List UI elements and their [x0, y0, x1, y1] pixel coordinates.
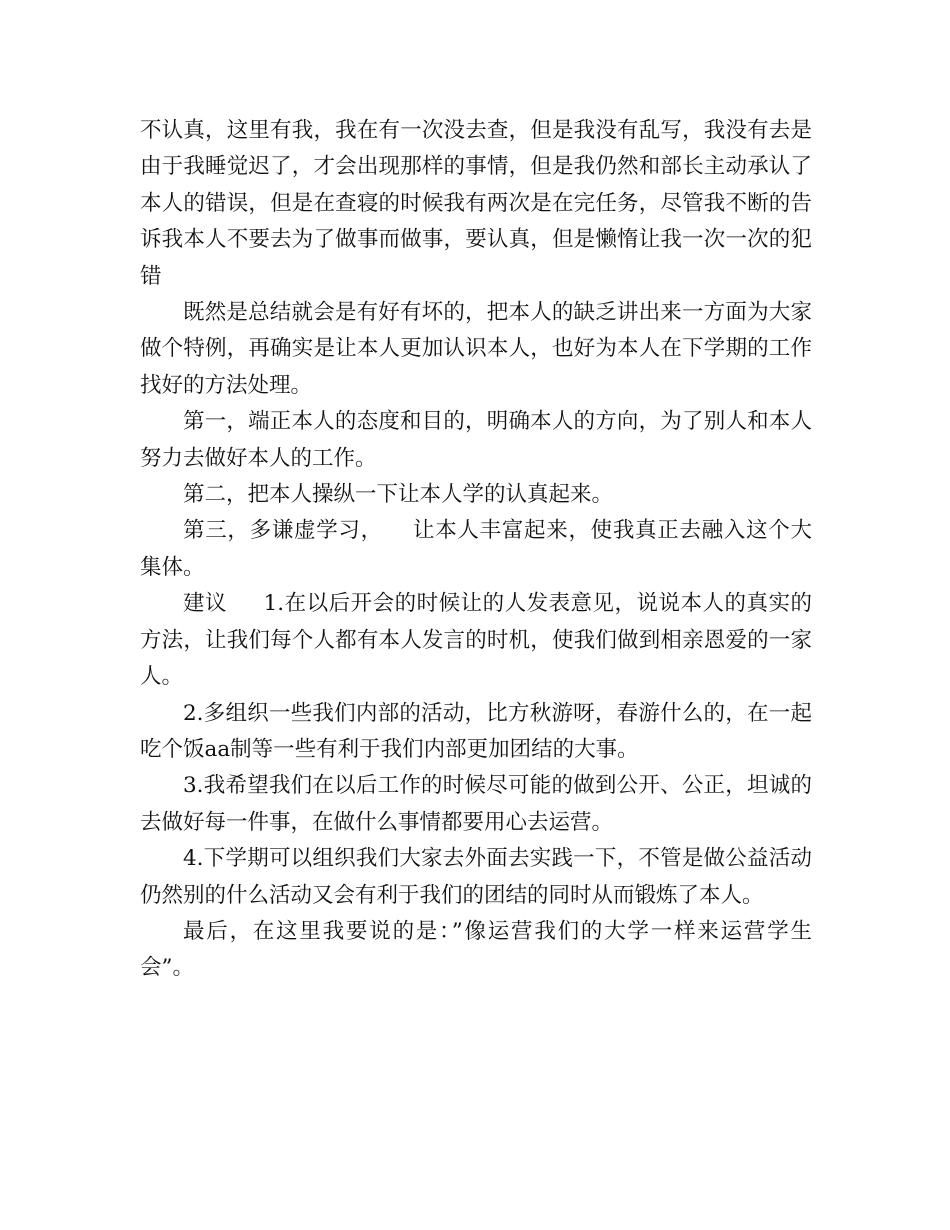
- paragraph-6: 建议 1.在以后开会的时候让的人发表意见，说说本人的真实的方法，让我们每个人都有本人发言的时机，使我们做到相亲恩爱的一家人。: [140, 591, 812, 690]
- paragraph-5: 第三，多谦虚学习， 让本人丰富起来，使我真正去融入这个大集体。: [140, 518, 812, 580]
- paragraph-2: 既然是总结就会是有好有坏的，把本人的缺乏讲出来一方面为大家做个特例，再确实是让本人更加认识本人，也好为本人在下学期的工作找好的方法处理。: [140, 300, 812, 398]
- paragraph-9: 4.下学期可以组织我们大家去外面去实践一下，不管是做公益活动仍然别的什么活动又会有利于我们的团结的同时从而锻炼了本人。: [140, 846, 812, 908]
- paragraph-3: 第一，端正本人的态度和目的，明确本人的方向，为了别人和本人努力去做好本人的工作。: [140, 409, 812, 471]
- paragraph-8: 3.我希望我们在以后工作的时候尽可能的做到公开、公正，坦诚的去做好每一件事，在做什么事情都要用心去运营。: [140, 773, 812, 835]
- document-body: [140, 113, 812, 987]
- paragraph-10: 最后，在这里我要说的是：”像运营我们的大学一样来运营学生会”。: [140, 918, 812, 981]
- paragraph-7: 2.多组织一些我们内部的活动，比方秋游呀，春游什么的，在一起吃个饭aa制等一些有利于我们内部更加团结的大事。: [140, 700, 812, 762]
- paragraph-1: 不认真，这里有我，我在有一次没去查，但是我没有乱写，我没有去是由于我睡觉迟了，才会出现那样的事情，但是我仍然和部长主动承认了本人的错误，但是在查寝的时候我有两次是在完任务，尽管我不断的告诉我本人不要去为了做事而做事，要认真，但是懒惰让我一次一次的犯错: [140, 118, 812, 289]
- paragraph-4: 第二，把本人操纵一下让本人学的认真起来。: [183, 482, 614, 508]
